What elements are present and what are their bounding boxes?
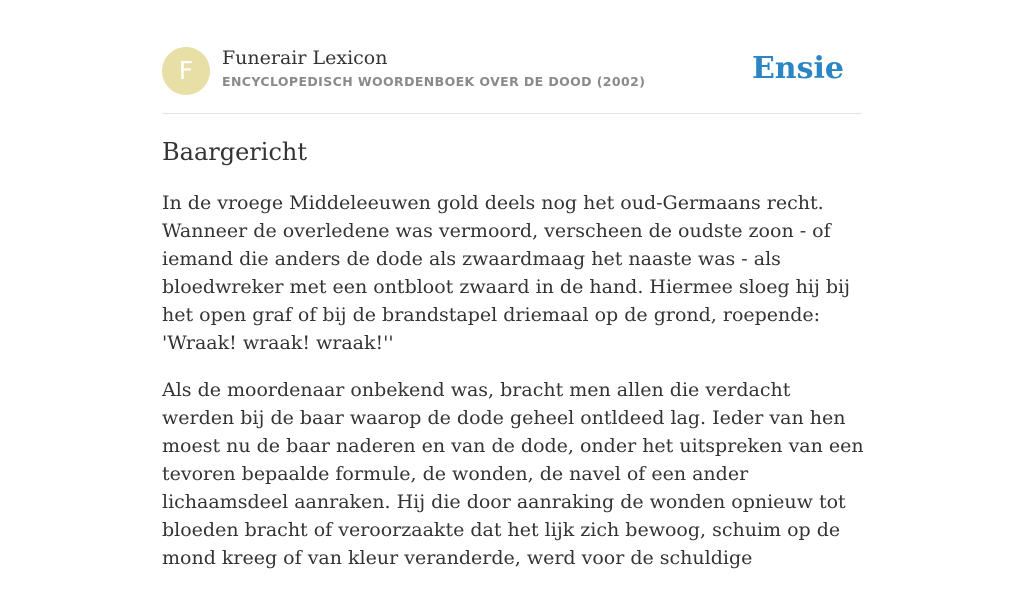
book-subtitle: ENCYCLOPEDISCH WOORDENBOEK OVER DE DOOD (2002) [222,74,646,89]
paragraph: Als de moordenaar onbekend was, bracht men allen die verdacht werden bij de baar waarop de dode geheel ontldeed lag. Ieder van hen moest nu de baar naderen en van de dode, onder het uitspreken van een tevoren bepaalde formule, de wonden, de navel of een ander lichaamsdeel aanraken. Hij die door aanraking de wonden opnieuw tot bloeden bracht of veroorzaakte dat het lijk zich bewoog, schuim op de mond kreeg of van kleur veranderde, werd voor de schuldige [162,379,864,569]
brand-logo-link[interactable]: Ensie [751,51,844,86]
divider [162,113,862,114]
book-title[interactable]: Funerair Lexicon [222,47,388,69]
avatar[interactable]: F [162,47,210,95]
entry-content [162,189,866,591]
entry-title: Baargericht [162,138,307,166]
header [162,46,862,96]
paragraph: In de vroege Middeleeuwen gold deels nog het oud-Germaans recht. Wanneer de overledene was vermoord, verscheen de oudste zoon - of iemand die anders de dode als zwaardmaag het naaste was - als bloedwreker met een ontbloot zwaard in de hand. Hiermee sloeg hij bij het open graf of bij de brandstapel driemaal op de grond, roepende: 'Wraak! wraak! wraak!'' [162,192,851,354]
